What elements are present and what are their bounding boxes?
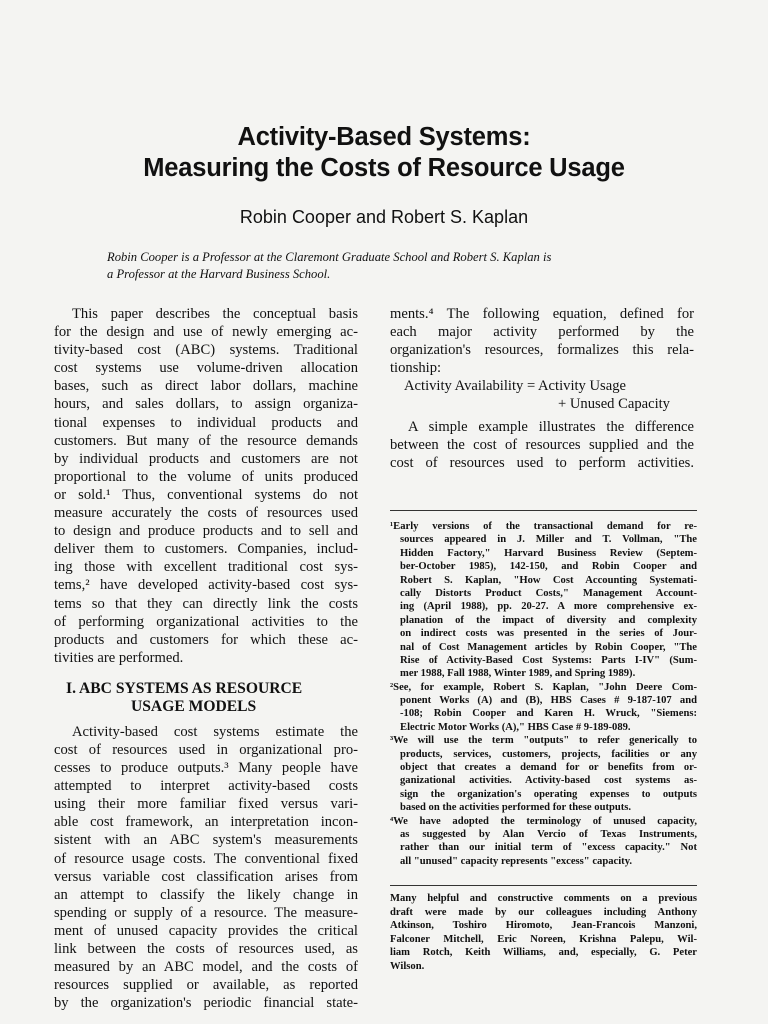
text-line: able cost framework, an interpretation incon- <box>54 814 358 831</box>
footnote-line: ponent Works (A) and (B), HBS Cases # 9-187-107 and <box>400 695 697 707</box>
text-line: versus variable cost classification arises from <box>54 868 358 885</box>
text-line: by individual products and customers are not <box>54 450 358 467</box>
text-line: tivity-based cost (ABC) systems. Traditional <box>54 342 358 359</box>
text-line: attempted to interpret activity-based costs <box>54 778 358 795</box>
footnote-line: object that creates a demand for or benefits from or- <box>400 762 697 774</box>
footnote-line: rather than our initial term of "excess capacity." Not <box>400 842 697 854</box>
text-line: resources supplied or available, as reported <box>54 977 358 994</box>
text-line: each major activity performed by the <box>390 324 694 341</box>
footnote-line: ing (April 1988), pp. 20-27. A more comprehensive ex- <box>400 601 697 613</box>
text-line: spending or supply of a resource. The measure- <box>54 904 358 921</box>
text-line: proportional to the volume of units produced <box>54 468 358 485</box>
text-line: ments.⁴ The following equation, defined for <box>390 306 694 322</box>
text-line: of performing organizational activities to the <box>54 613 358 630</box>
footnote-line: ³We will use the term "outputs" to refer generically to <box>390 735 697 747</box>
footnote-line: ¹Early versions of the transactional demand for re- <box>390 521 697 532</box>
footnote-line: cally Distorts Product Costs," Management Account- <box>400 587 697 599</box>
acknowledgment-line: Falconer Mitchell, Eric Noreen, Krishna Palepu, Wil- <box>390 933 697 945</box>
text-line: This paper describes the conceptual basis <box>72 306 358 322</box>
text-line: tems so that they can directly link the costs <box>54 595 358 612</box>
text-line: an attempt to classify the likely change in <box>54 886 358 903</box>
equation-line-1: Activity Availability = Activity Usage <box>404 378 626 395</box>
footnote-line: sources appeared in J. Miller and T. Vollman, "The <box>400 534 697 546</box>
footnote-line: sign the organization's operating expenses to outputs <box>400 788 697 800</box>
equation-line-2: + Unused Capacity <box>558 396 670 413</box>
text-line: tivities are performed. <box>54 649 184 666</box>
section-heading-line-2: USAGE MODELS <box>131 697 257 715</box>
affiliation-line-1: Robin Cooper is a Professor at the Claremont Graduate School and Robert S. Kaplan is <box>107 250 552 264</box>
text-line: tionship: <box>390 360 442 377</box>
text-line: measure accurately the costs of resources used <box>54 505 358 522</box>
section-heading-line-1: I. ABC SYSTEMS AS RESOURCE <box>66 679 303 697</box>
text-line: to design and produce products and to sell and <box>54 523 358 540</box>
footnote-line: planation of the impact of diversity and complexity <box>400 614 697 626</box>
acknowledgment-line: Wilson. <box>390 960 425 972</box>
footnote-line: Rise of Activity-Based Cost Systems: Parts I-IV" (Sum- <box>400 654 697 666</box>
text-line: or sold.¹ Thus, conventional systems do not <box>54 486 358 503</box>
footnotes <box>390 520 697 868</box>
acknowledgment-divider <box>390 885 697 886</box>
footnote-line: Robert S. Kaplan, "How Cost Accounting Systemati- <box>400 574 697 586</box>
paper-title <box>0 122 768 184</box>
footnote-line: mer 1988, Fall 1988, Winter 1989, and Spring 1989). <box>400 668 636 680</box>
example-paragraph <box>390 418 694 472</box>
text-line: using their more familiar fixed versus vari- <box>54 796 358 813</box>
equation <box>390 377 694 413</box>
footnote-line: products, services, customers, projects, facilities or any <box>400 748 697 760</box>
acknowledgment-line: draft were made by our colleagues including Anthony <box>390 906 697 918</box>
text-line: ing those with excellent traditional cost sys- <box>54 559 358 576</box>
acknowledgment-line: liam Rotch, Keith Williams, and, especially, G. Peter <box>390 947 697 959</box>
right-column <box>390 305 694 472</box>
text-line: customers. But many of the resource demands <box>54 432 358 449</box>
acknowledgment-line: Many helpful and constructive comments on a previous <box>390 893 697 904</box>
left-column <box>54 305 358 1012</box>
text-line: of resource usage costs. The conventional fixed <box>54 850 358 867</box>
footnote-line: -108; Robin Cooper and Karen H. Wruck, "Siemens: <box>400 708 697 720</box>
text-line: for the design and use of newly emerging ac- <box>54 324 358 341</box>
footnote-line: Electric Motor Works (A)," HBS Case # 9-189-089. <box>400 721 631 733</box>
footnote-divider <box>390 510 697 511</box>
text-line: tional expenses to individual products and <box>54 414 358 431</box>
text-line: cost systems use volume-driven allocation <box>54 360 358 377</box>
text-line: measured by an ABC model, and the costs of <box>54 959 358 976</box>
intro-paragraph <box>54 305 358 667</box>
text-line: link between the costs of resources used, as <box>54 941 358 957</box>
text-line: tems,² have developed activity-based cost sys- <box>54 577 358 594</box>
text-line: sistent with an ABC system's measurements <box>54 832 358 849</box>
text-line: products and customers for which these ac- <box>54 631 358 648</box>
affiliation-line-2: a Professor at the Harvard Business School. <box>107 267 331 281</box>
text-line: bases, such as direct labor dollars, machine <box>54 378 358 395</box>
acknowledgment <box>390 892 697 974</box>
author-affiliation <box>107 249 667 283</box>
text-line: cost of resources used to perform activities. <box>390 454 694 471</box>
title-line-1: Activity-Based Systems: <box>237 123 531 151</box>
text-line: A simple example illustrates the difference <box>408 418 694 435</box>
acknowledgment-line: Atkinson, Toshiro Hiromoto, Jean-Francois Manzoni, <box>390 920 697 932</box>
title-line-2: Measuring the Costs of Resource Usage <box>143 154 625 182</box>
section-heading <box>54 680 358 716</box>
footnote-line: ganizational activities. Activity-based cost systems as- <box>400 775 697 787</box>
text-line: between the cost of resources supplied and the <box>390 436 694 453</box>
authors: Robin Cooper and Robert S. Kaplan <box>239 207 529 227</box>
continued-paragraph <box>390 305 694 377</box>
footnote-line: on indirect costs was presented in the series of Jour- <box>400 628 697 640</box>
footnote-line: ber-October 1985), 142-150, and Robin Cooper and <box>400 561 697 573</box>
text-line: Activity-based cost systems estimate the <box>72 723 358 740</box>
text-line: cesses to produce outputs.³ Many people have <box>54 760 358 777</box>
footnote-line: ⁴We have adopted the terminology of unused capacity, <box>390 815 697 827</box>
text-line: by the organization's periodic financial state- <box>54 995 358 1012</box>
footnote-line: based on the activities performed for these outputs. <box>400 802 632 814</box>
footnote-line: ²See, for example, Robert S. Kaplan, "John Deere Com- <box>390 681 697 693</box>
text-line: ment of unused capacity provides the critical <box>54 922 358 939</box>
footnote-line: Hidden Factory," Harvard Business Review (Septem- <box>400 547 697 559</box>
section-paragraph <box>54 723 358 1013</box>
footnote-line: nal of Cost Management articles by Robin Cooper, "The <box>400 641 697 653</box>
text-line: hours, and sales dollars, to assign organiza- <box>54 396 358 413</box>
footnote-line: as suggested by Alan Vercio of Texas Instruments, <box>400 828 697 840</box>
footnote-line: all "unused" capacity represents "excess" capacity. <box>400 855 633 867</box>
text-line: cost of resources used in organizational pro- <box>54 741 358 758</box>
text-line: organization's resources, formalizes this rela- <box>390 342 694 359</box>
text-line: deliver them to customers. Companies, includ- <box>54 541 358 558</box>
